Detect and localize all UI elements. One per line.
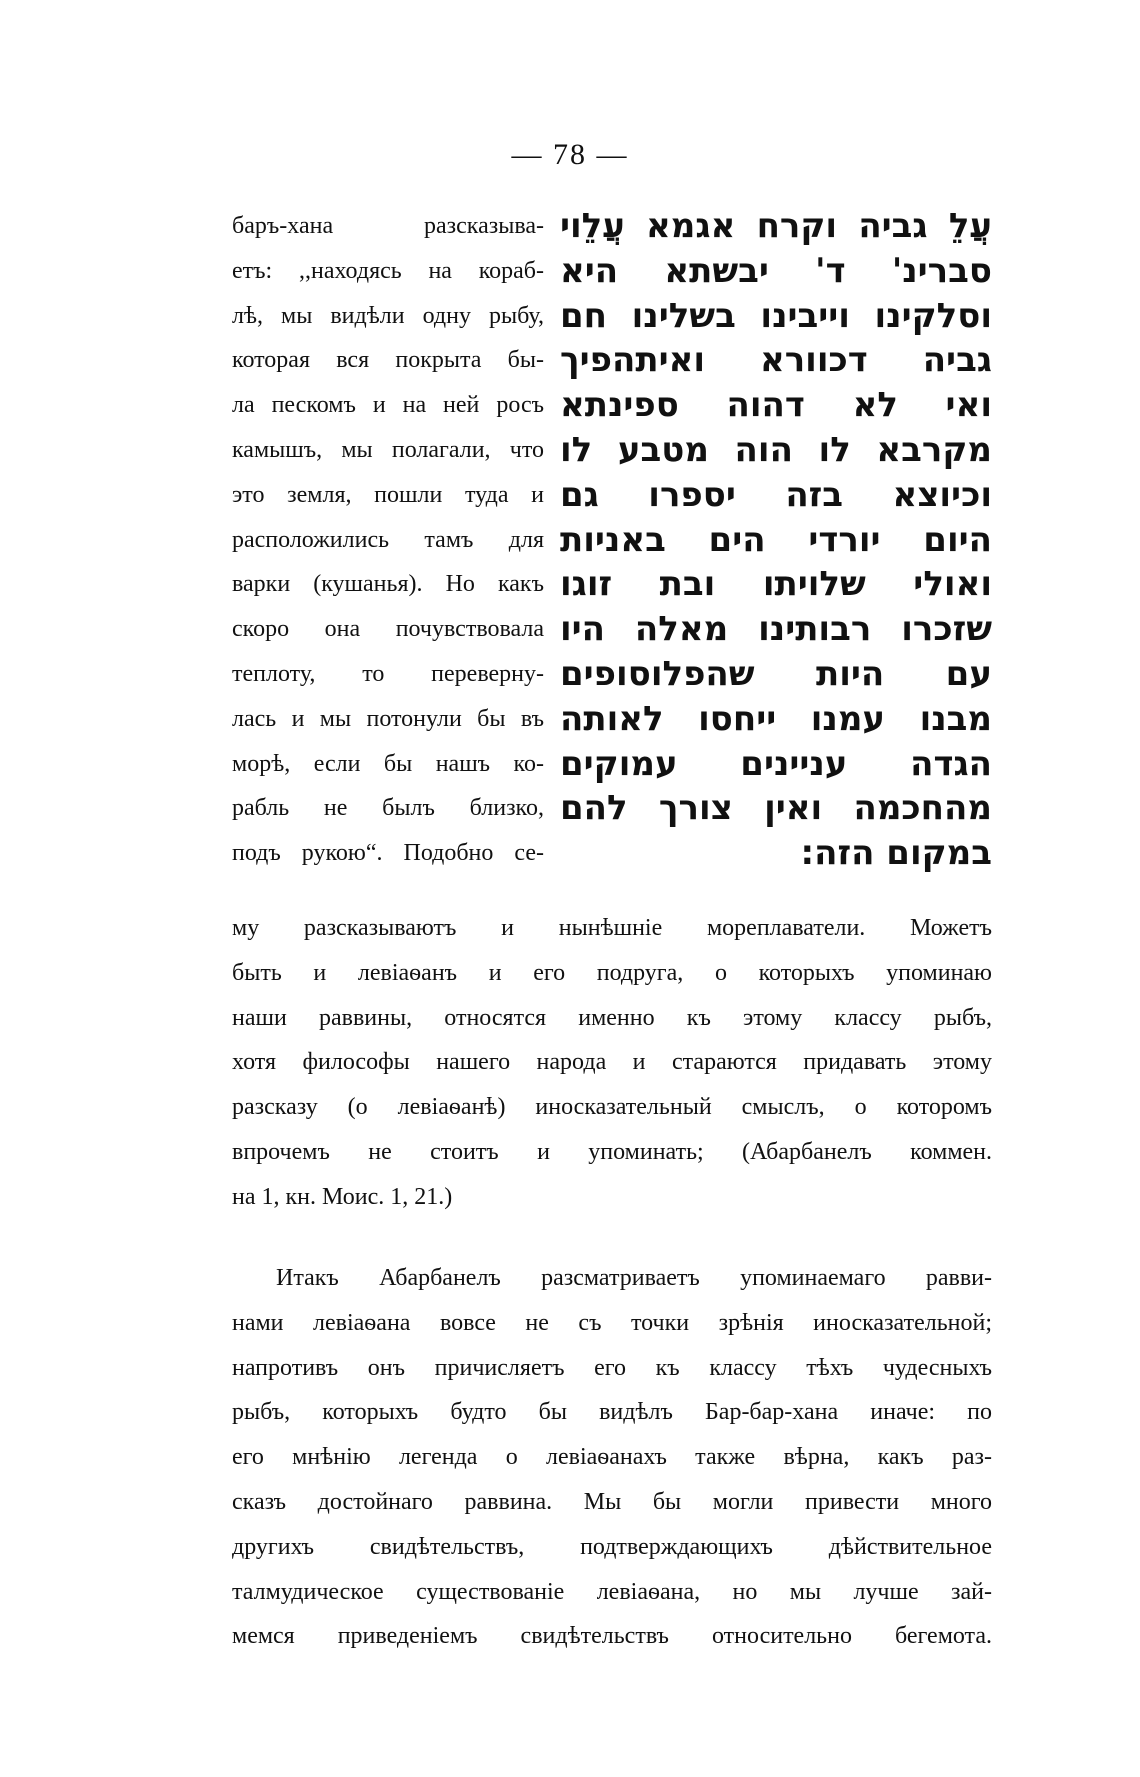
text-line: разсказу (о левіаѳанѣ) иносказательный смыслъ, о которомъ [232, 1094, 992, 1121]
paragraph-continuation [232, 906, 992, 1220]
paragraph-abarbanel [232, 1256, 992, 1659]
text-line: на 1, кн. Моис. 1, 21.) [232, 1183, 453, 1210]
text-line: его мнѣнію легенда о левіаѳанахъ также вѣрна, какъ раз- [232, 1444, 992, 1471]
text-line: хотя философы нашего народа и стараются придавать этому [232, 1049, 992, 1076]
russian-line: теплоту, то переверну- [232, 660, 544, 687]
text-line: талмудическое существованіе левіаѳана, но мы лучше зай- [232, 1578, 992, 1605]
russian-line: варки (кушанья). Но какъ [232, 571, 544, 598]
hebrew-line: מקרבא לו הוה מטבע לו [560, 429, 992, 470]
text-line: му разсказываютъ и нынѣшніе мореплаватели. Можетъ [232, 915, 992, 941]
russian-line: скоро она почувствовала [232, 616, 544, 643]
hebrew-line: שזכרו רבותינו מאלה היו [560, 609, 992, 650]
text-line: мемся приведеніемъ свидѣтельствъ относительно бегемота. [232, 1623, 992, 1650]
hebrew-line: במקום הזה: [800, 833, 992, 874]
text-line: рыбъ, которыхъ будто бы видѣлъ Бар-бар-хана иначе: по [232, 1399, 992, 1426]
russian-line: рабль не былъ близко, [232, 795, 544, 822]
hebrew-line: היום יורדי הים באניות [560, 519, 992, 560]
hebrew-column [560, 204, 992, 876]
hebrew-line: וכיוצא בזה יספרו גם [560, 474, 992, 515]
text-line: нами левіаѳана вовсе не съ точки зрѣнія иносказательной; [232, 1309, 992, 1336]
hebrew-line: ואולי שלויתו ובת זוגו [560, 564, 992, 605]
bilingual-section [232, 204, 992, 904]
russian-line: морѣ, если бы нашъ ко- [232, 750, 544, 777]
russian-line: расположились тамъ для [232, 526, 544, 553]
hebrew-line: ואי לא דהוה ספינתא [560, 385, 992, 426]
russian-line: это земля, пошли туда и [232, 481, 544, 508]
hebrew-line: גביה דכוורא ואיתהפיך [560, 340, 992, 381]
hebrew-line: הגדה עניינים עמוקים [560, 743, 992, 784]
russian-line: баръ-хана разсказыва- [232, 213, 544, 239]
text-line: наши раввины, относятся именно къ этому классу рыбъ, [232, 1004, 992, 1031]
russian-line: лѣ, мы видѣли одну рыбу, [232, 302, 544, 329]
russian-line: етъ: ,,находясь на кораб- [232, 257, 544, 284]
hebrew-line: וסלקינו וייבינו בשלינו חם [560, 295, 992, 336]
russian-line: которая вся покрыта бы- [232, 347, 544, 374]
russian-line: ла пескомъ и на ней росъ [232, 392, 544, 419]
hebrew-line: מהחכמה ואין צורך להם [560, 788, 992, 829]
hebrew-line: עֲלֵ גביה וקרח אגמא עֲלֵוי [560, 206, 992, 246]
page-number: — 78 — [511, 138, 629, 171]
russian-line: камышъ, мы полагали, что [232, 436, 544, 463]
russian-column [232, 204, 544, 876]
text-line: напротивъ онъ причисляетъ его къ классу тѣхъ чудесныхъ [232, 1354, 992, 1381]
hebrew-line: מבנו עמנו ייחסו לאותה [560, 698, 992, 739]
text-line: быть и левіаѳанъ и его подруга, о которыхъ упоминаю [232, 959, 992, 986]
hebrew-line: עם היות שהפלוסופים [560, 653, 992, 694]
text-line: впрочемъ не стоитъ и упоминать; (Абарбанелъ коммен. [232, 1138, 992, 1165]
text-line: другихъ свидѣтельствъ, подтверждающихъ дѣйствительное [232, 1533, 992, 1560]
russian-line: лась и мы потонули бы въ [232, 705, 544, 732]
hebrew-line: סברינ' ד' יבשתא היא [560, 250, 992, 291]
russian-line: подъ рукою“. Подобно се- [232, 840, 544, 867]
text-line: Итакъ Абарбанелъ разсматриваетъ упоминаемаго равви- [276, 1265, 992, 1291]
text-line: сказъ достойнаго раввина. Мы бы могли привести много [232, 1488, 992, 1515]
